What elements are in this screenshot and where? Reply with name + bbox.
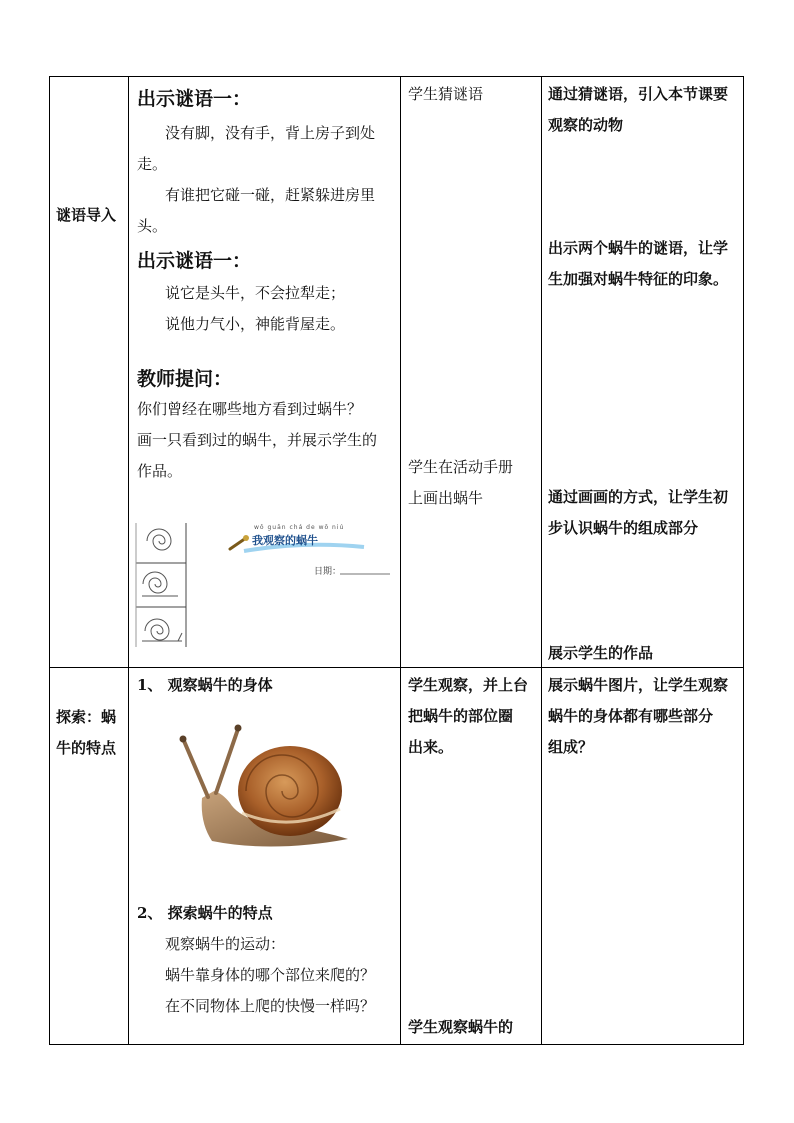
table-right-border — [743, 76, 744, 1045]
purpose-2b: 生加强对蜗牛特征的印象。 — [548, 270, 729, 288]
snail-photo — [172, 723, 357, 858]
row2-student-1b: 把蜗牛的部位圈 — [408, 707, 514, 725]
worksheet-title: 我观察的蜗牛 — [252, 534, 318, 547]
row1-student-activity — [408, 79, 538, 110]
riddle1-line1b: 走。 — [137, 155, 168, 173]
snail-image — [172, 723, 357, 858]
row1-purpose-4 — [548, 638, 743, 669]
question1: 你们曾经在哪些地方看到过蜗牛？ — [137, 400, 363, 418]
student-activity-1: 学生猜谜语 — [408, 85, 484, 103]
riddle1-line2b: 头。 — [137, 217, 168, 235]
row2-purpose-1b: 蜗牛的身体都有哪些部分 — [548, 707, 714, 725]
row2-label — [56, 702, 116, 764]
purpose-3a: 通过画画的方式，让学生初 — [548, 488, 729, 506]
question2a: 画一只看到过的蜗牛，并展示学生的 — [137, 431, 378, 449]
table-left-border — [49, 76, 50, 1045]
table-bottom-border — [49, 1044, 744, 1045]
student-activity-2a: 学生在活动手册 — [408, 458, 514, 476]
activity-worksheet-sketch — [134, 521, 394, 651]
row1-purpose-1 — [548, 79, 743, 141]
riddle2-line1: 说它是头牛，不会拉犁走； — [165, 284, 346, 302]
riddle2-line2: 说他力气小，神能背屋走。 — [165, 315, 346, 333]
row1-purpose-2 — [548, 233, 743, 295]
row2-label-b: 牛的特点 — [56, 739, 117, 757]
purpose-1a: 通过猜谜语，引入本节课要 — [548, 85, 729, 103]
row2-content-item1 — [137, 670, 395, 701]
sub3: 在不同物体上爬的快慢一样吗？ — [165, 997, 376, 1015]
column-divider-1 — [128, 76, 129, 1045]
purpose-2a: 出示两个蜗牛的谜语，让学 — [548, 239, 729, 257]
teacher-question-heading: 教师提问： — [137, 368, 233, 390]
riddle2-heading: 出示谜语一： — [137, 250, 252, 272]
row2-student-activity — [408, 670, 538, 763]
worksheet-date-label: 日期： — [314, 567, 342, 577]
row1-purpose-3 — [548, 482, 743, 544]
row2-purpose — [548, 670, 743, 763]
row2-purpose-1c: 组成？ — [548, 738, 594, 756]
worksheet-pinyin: wǒ guān chá de wō niú — [254, 524, 345, 531]
riddle1-line1: 没有脚，没有手，背上房子到处 — [165, 124, 376, 142]
sub2: 蜗牛靠身体的哪个部位来爬的？ — [165, 966, 376, 984]
riddle1-heading: 出示谜语一： — [137, 88, 252, 110]
row2-purpose-1a: 展示蜗牛图片，让学生观察 — [548, 676, 729, 694]
column-divider-2 — [400, 76, 401, 1045]
table-top-border — [49, 76, 744, 77]
purpose-4: 展示学生的作品 — [548, 644, 654, 662]
item2: 2、 探索蜗牛的特点 — [137, 904, 273, 922]
item1: 1、 观察蜗牛的身体 — [137, 676, 273, 694]
row2-content-item2 — [137, 898, 395, 1022]
row1-student-activity-2 — [408, 452, 538, 514]
row2-student-2: 学生观察蜗牛的 — [408, 1018, 514, 1036]
row2-label-a: 探索：蜗 — [56, 708, 117, 726]
riddle1-line2: 有谁把它碰一碰，赶紧躲进房里 — [165, 186, 376, 204]
row2-student-activity-2 — [408, 1012, 538, 1043]
sub1: 观察蜗牛的运动： — [165, 935, 286, 953]
purpose-1b: 观察的动物 — [548, 116, 624, 134]
row2-student-1c: 出来。 — [408, 738, 454, 756]
row1-label: 谜语导入 — [56, 206, 117, 224]
purpose-3b: 步认识蜗牛的组成部分 — [548, 519, 699, 537]
column-divider-3 — [541, 76, 542, 1045]
row2-student-1a: 学生观察，并上台 — [408, 676, 529, 694]
row1-content — [137, 84, 395, 487]
question2b: 作品。 — [137, 462, 183, 480]
student-activity-2b: 上画出蜗牛 — [408, 489, 484, 507]
